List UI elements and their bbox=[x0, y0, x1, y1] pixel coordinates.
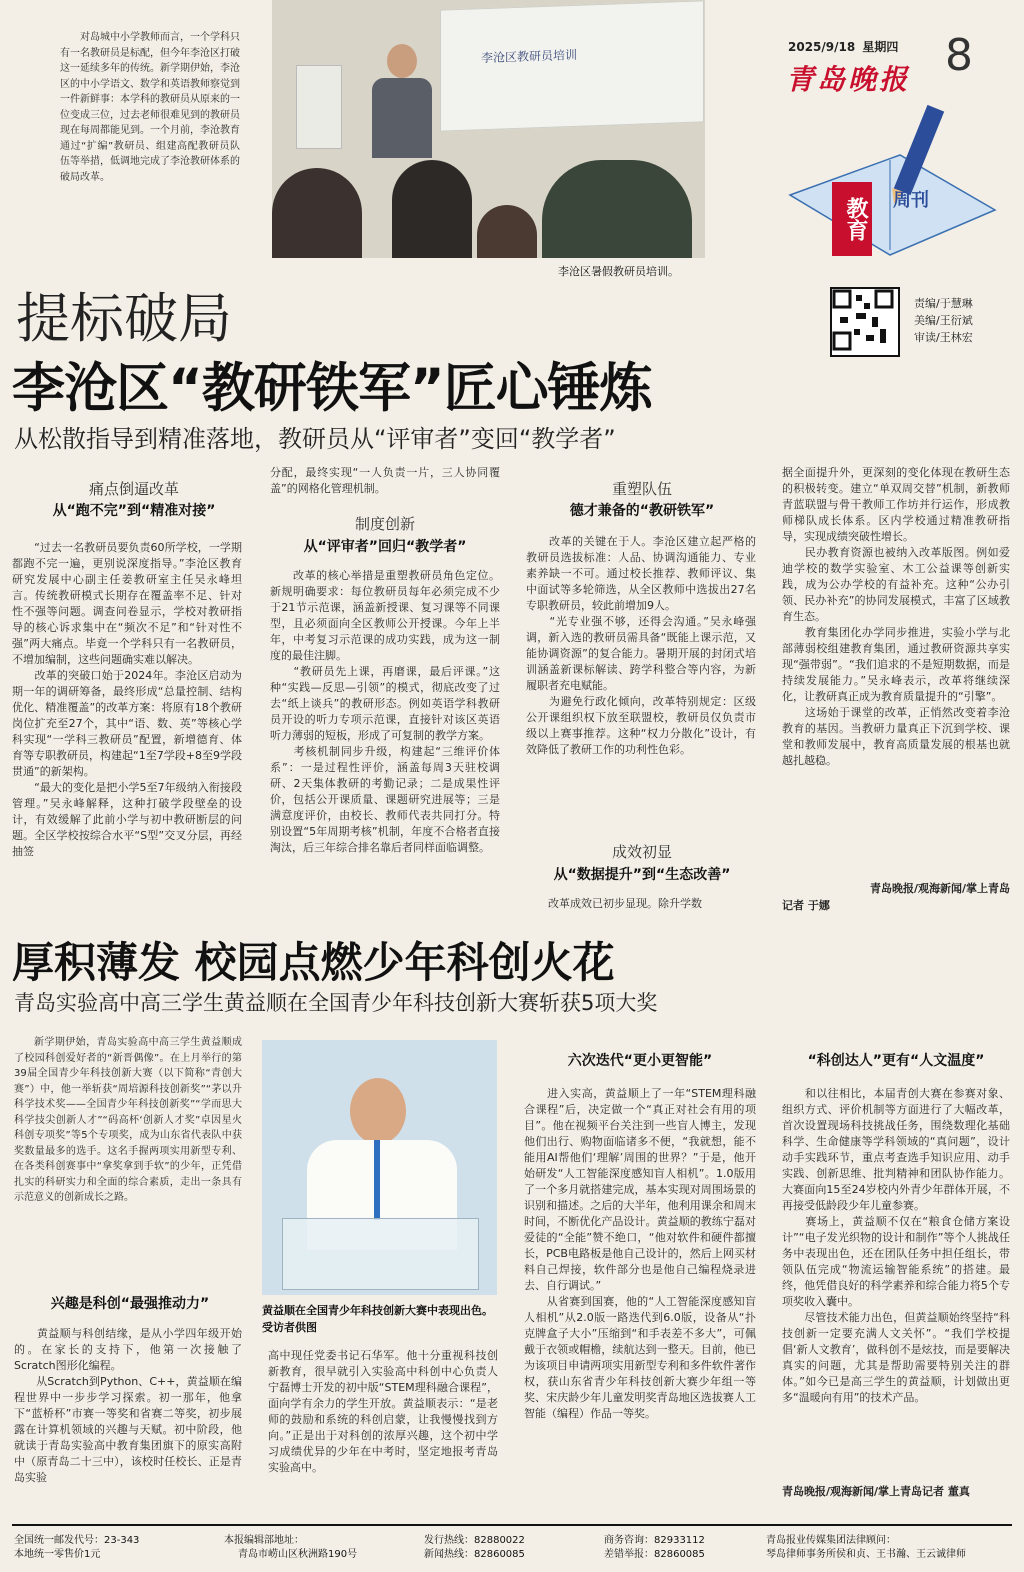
student-photo-caption: 黄益顺在全国青少年科技创新大赛中表现出色。受访者供图 bbox=[262, 1304, 493, 1334]
second-credit: 青岛晚报/观海新闻/掌上青岛记者 董真 bbox=[782, 1485, 970, 1498]
footer-line: 琴岛律师事务所侯和贞、王书瀚、王云诚律师 bbox=[766, 1549, 966, 1560]
audience-3 bbox=[477, 205, 537, 258]
col3-subhead-2: 从“数据提升”到“生态改善” bbox=[553, 867, 731, 883]
footer-line: 本地统一零售价1元 bbox=[14, 1549, 101, 1560]
audience-1 bbox=[272, 168, 362, 258]
acrylic-box bbox=[282, 1218, 479, 1290]
audience-4 bbox=[542, 160, 692, 258]
footer-business bbox=[604, 1534, 764, 1562]
second-col3-subhead: 六次迭代“更小更智能” bbox=[567, 1053, 713, 1069]
student-photo bbox=[262, 1040, 497, 1295]
credit-reporter: 记者 于娜 bbox=[782, 899, 830, 912]
audience-2 bbox=[392, 160, 472, 258]
footer-line: 差错举报：82860085 bbox=[604, 1549, 705, 1560]
col4-credit bbox=[782, 880, 1010, 914]
footer-line: 商务咨询：82933112 bbox=[604, 1535, 705, 1546]
lanyard bbox=[374, 1140, 380, 1220]
col1-subhead: 从“跑不完”到“精准对接” bbox=[52, 503, 216, 519]
pencil-book-icon bbox=[780, 100, 1005, 260]
weekday-value: 星期四 bbox=[862, 40, 899, 54]
footer-address bbox=[224, 1534, 424, 1562]
section-graphic bbox=[780, 100, 1005, 260]
footer-line: 本报编辑部地址： bbox=[224, 1535, 304, 1546]
second-lede: 新学期伊始，青岛实验高中高三学生黄益顺成了校园科创爱好者的“新晋偶像”。在上月举行的第39届全国青少年科技创新大赛（以下简称“青创大赛”）中，他一举斩获“周培源科技创新奖”“茅以升科学技术奖——全国青少年科技创新奖”“学而思大科学技尖创新人才”“码高杯‘创新人才奖”卓因星火科创专项奖”等5个专项奖，成为山东省代表队中获奖数量最多的选手。这名手握两项实用新型专利、在各类科创赛事中“拿奖拿到手软”的少年，正凭借扎实的科研实力和全面的综合素质，走出一条具有示范意义的创新成长之路。 bbox=[14, 1037, 242, 1203]
second-subheadline: 青岛实验高中高三学生黄益顺在全国青少年科技创新大赛斩获5项大奖 bbox=[14, 991, 658, 1015]
col2-subhead: 从“评审者”回归“教学者” bbox=[303, 539, 467, 555]
editor-credits bbox=[914, 295, 973, 346]
col2-category: 制度创新 bbox=[354, 515, 415, 533]
footer-hotlines bbox=[424, 1534, 604, 1562]
col4-body: 据全面提升外，更深刻的变化体现在教研生态的积极转变。建立“单双周交替”机制，新教师青蓝联盟与骨干教师工作坊并行运作，形成教师梯队成长体系。区内学校通过精准教研指导，实现成绩突破性增长。 民办教育资源也被纳入改革版图。例如爱迪学校的数学实验室、木工公益课等创新实践，成为公办学校的有益补充。这种“公办引领、民办补充”的协同发展模式，丰富了区域教育生态。 教育集团化办学同步推进，实验小学与北部薄弱校组建教育集团，通过教研资源共享实现“强带弱”。“我们追求的不是短期数据，而是持续发展能力。”吴永峰表示，改革将继续深化，让教研真正成为教育质量提升的“引擎”。 这场始于课堂的改革，正悄然改变着李沧教育的基因。当教研力量真正下沉到学校、课堂和教师发展中，教育高质量发展的根基也就越扎越稳。 bbox=[782, 466, 1010, 767]
footer-line: 青岛市崂山区秋洲路190号 bbox=[238, 1549, 358, 1560]
col3-subhead: 德才兼备的“教研铁军” bbox=[569, 503, 715, 519]
section-badge: 教育 bbox=[832, 182, 872, 256]
paper-name-logo: 青岛晚报 bbox=[786, 63, 911, 96]
footer-line: 全国统一邮发代号：23-343 bbox=[14, 1535, 140, 1546]
editor-line: 责编/于慧琳 bbox=[914, 297, 973, 310]
footer-line: 青岛报业传媒集团法律顾问： bbox=[766, 1535, 896, 1546]
issue-date bbox=[788, 38, 898, 55]
date-value: 2025/9/18 bbox=[788, 40, 856, 54]
training-photo-caption: 李沧区暑假教研员培训。 bbox=[558, 265, 679, 278]
editor-line: 美编/王衍斌 bbox=[914, 314, 973, 327]
main-headline: 李沧区“教研铁军”匠心锤炼 bbox=[12, 358, 652, 419]
footer-bar bbox=[14, 1534, 1014, 1568]
kicker: 提标破局 bbox=[16, 287, 232, 350]
qr-pattern bbox=[832, 289, 894, 351]
footer-postal bbox=[14, 1534, 214, 1562]
air-conditioner bbox=[296, 65, 342, 149]
screen-text: 李沧区教研员培训 bbox=[481, 47, 578, 66]
sub-headline: 从松散指导到精准落地，教研员从“评审者”变回“教学者” bbox=[14, 425, 616, 453]
col2-intro: 分配，最终实现“一人负责一片，三人协同覆盖”的网格化管理机制。 bbox=[270, 466, 500, 495]
footer-rule bbox=[12, 1524, 1012, 1526]
col3-category: 重塑队伍 bbox=[611, 480, 672, 498]
page-number: 8 bbox=[945, 30, 973, 81]
second-col4-body: 和以往相比，本届青创大赛在参赛对象、组织方式、评价机制等方面进行了大幅改革，首次设置现场科技挑战任务，围绕数理化基础科学、生命健康等学科领域的“真问题”，设计动手实践环节，重点考查选手知识应用、动手实践、创新思维、批判精神和团队协作能力。大赛面向15至24岁校内外青少年群体开展，不再接受低龄段少年儿童参赛。 赛场上，黄益顺不仅在“粮食仓储方案设计”“电子发光织物的设计和制作”等个人挑战任务中表现出色，还在团队任务中担任组长，带领队伍完成“物流运输智能系统”的搭建。最终，他凭借良好的科学素养和综合能力将5个专项奖收入囊中。 尽管技术能力出色，但黄益顺始终坚持“科技创新一定要充满人文关怀”。“我们学校提倡‘新人文教育’，做科创不是炫技，而是要解决真实的问题，尤其是帮助需要特别关注的群体。”如今已是高三学生的黄益顺，计划做出更多“温暖向有用”的技术产品。 bbox=[782, 1087, 1010, 1404]
second-headline: 厚积薄发 校园点燃少年科创火花 bbox=[12, 938, 615, 987]
second-col1-body: 黄益顺与科创结缘，是从小学四年级开始的。在家长的支持下，他第一次接触了Scratch图形化编程。 从Scratch到Python、C++，黄益顺在编程世界中一步步学习探索。初一那年，他拿下“蓝桥杯”市赛一等奖和省赛二等奖，初步展露在计算机领域的兴趣与天赋。初中阶段，他就读于青岛实验高中教育集团旗下的原实高附中（原青岛二十三中），该校时任校长、正是青岛实验 bbox=[14, 1327, 242, 1484]
footer-legal bbox=[766, 1534, 1016, 1562]
second-col1-subhead: 兴趣是科创“最强推动力” bbox=[50, 1296, 210, 1312]
credit-outlet: 青岛晚报/观海新闻/掌上青岛 bbox=[869, 882, 1010, 895]
col3-body: 改革的关键在于人。李沧区建立起严格的教研员选拔标准：人品、协调沟通能力、专业素养缺一不可。通过校长推荐、教师评议、集中面试等多轮筛选，从全区教师中选拔出27名专职教研员，较此前增加9人。 “光专业强不够，还得会沟通。”吴永峰强调，新入选的教研员需具备“既能上课示范，又能协调资源”的复合能力。暑期开展的封闭式培训涵盖新课标解读、跨学科整合等内容，为新履职者充电赋能。 为避免行政化倾向，改革特别规定：区级公开课组织权下放至联盟校，教研员仅负责市级以上赛事推荐。这种“权力分散化”设计，有效降低了教研工作的功利性色彩。 bbox=[526, 535, 756, 756]
qr-code-icon[interactable] bbox=[830, 287, 900, 357]
footer-line: 新闻热线：82860085 bbox=[424, 1549, 525, 1560]
second-col2-body: 高中现任党委书记石华军。他十分重视科技创新教育，很早就引入实验高中科创中心负责人宁磊博士开发的初中版“STEM理科融合课程”，面向学有余力的学生开放。黄益顺表示：“是老师的鼓励和系统的科创启蒙，让我慢慢找到方向。”正是出于对科创的浓厚兴趣，这个初中学习成绩优异的少年在中考时，坚定地报考青岛实验高中。 bbox=[268, 1349, 498, 1474]
col1-body: “过去一名教研员要负责60所学校，一学期都跑不完一遍，更别说深度指导。”李沧区教育研究发展中心副主任姜教研室主任吴永峰坦言。传统教研模式长期存在覆盖率不足、针对性不强等问题。调查问卷显示，学校对教研指导的核心诉求集中在“频次不足”和“针对性不强”两大痛点。毕竟一个学科只有一名教研员，不增加编制，这些问题确实难以解决。 改革的突破口始于2024年。李沧区启动为期一年的调研筹备，最终形成“总量控制、结构优化、精准覆盖”的改革方案：将原有18个教研岗位扩充至27个，其中“语、数、英”等核心学科实现“一学科三教研员”配置，新增德育、体育等专职教研员，构建起“1至7学段+8至9学段贯通”的新架构。 “最大的变化是把小学5至7年级纳入衔接段管理。”吴永峰解释，这种打破学段壁垒的设计，有效缓解了此前小学与初中教研断层的问题。全区学校按综合水平“S型”交叉分层，再经抽签 bbox=[12, 541, 242, 858]
col2-body: 改革的核心举措是重塑教研员角色定位。新规明确要求：每位教研员每年必须完成不少于21节示范课，涵盖新授课、复习课等不同课型，且必须面向全区教师公开授课。今年上半年，中考复习示范课的成功实践，成为这一制度的最佳注脚。 “教研员先上课，再磨课，最后评课。”这种“实践—反思—引领”的模式，彻底改变了过去“纸上谈兵”的教研形态。例如英语学科教研员开设的听力专项示范课，直接针对该区英语听力薄弱的短板，形成了可复制的教学方案。 考核机制同步升级，构建起“三维评价体系”：一是过程性评价，涵盖每周3天驻校调研、2天集体教研的考勤记录；二是成果性评价，包括公开课质量、课题研究进展等；三是满意度评价，由校长、教师代表共同打分。特别设置“5年周期考核”机制，年度不合格者直接淘汰，后三年综合排名靠后者同样面临调整。 bbox=[270, 569, 500, 854]
top-lede: 对岛城中小学教师而言，一个学科只有一名教研员是标配，但今年李沧区打破这一延续多年的传统。新学期伊始，李沧区的中小学语文、数学和英语教师察觉到一件新鲜事：本学科的教研员从原来的一位变成三位，过去老师很难见到的教研员现在每周都能见到。一个月前，李沧教育通过“扩编”教研员、组建高配教研员队伍等举措，低调地完成了李沧教研体系的破局改革。 bbox=[60, 32, 240, 183]
second-col3-body: 进入实高，黄益顺上了一年“STEM理科融合课程”后，决定做一个“真正对社会有用的项目”。他在视频平台关注到一些盲人博主，发现他们出行、购物面临诸多不便，“我就想，能不能用AI帮他们‘理解’周围的世界？”于是，他开始研发“人工智能深度感知盲人相机”。1.0版用了一个多月就搭建完成，基本实现对周围场景的识别和描述。之后的大半年，他利用课余和周末时间，不断优化产品设计。黄益顺的教练宁磊对爱徒的“全能”赞不绝口，“他对软件和硬件都擅长，PCB电路板是他自己设计的，然后上网买材料自己焊接，软件部分也是他自己编程烧录进去、自行调试。” 从省赛到国赛，他的“人工智能深度感知盲人相机”从2.0版一路迭代到6.0版，设备从“扑克牌盒子大小”压缩到“和手表差不多大”，可佩戴于衣领或帽檐，续航达到一整天。目前，他已为该项目申请两项实用新型专利和多件软件著作权，获山东省青少年科技创新大赛少年组一等奖、宋庆龄少年儿童发明奖青岛地区选拔赛人工智能（编程）作品一等奖。 bbox=[524, 1087, 756, 1420]
col1-category: 痛点倒逼改革 bbox=[88, 480, 179, 498]
second-col4-subhead: “科创达人”更有“人文温度” bbox=[807, 1053, 985, 1069]
col3-category-2: 成效初显 bbox=[611, 843, 672, 861]
footer-line: 发行热线：82880022 bbox=[424, 1535, 525, 1546]
student-head bbox=[350, 1078, 406, 1144]
section-weekly: 周刊 bbox=[893, 190, 929, 211]
training-photo bbox=[272, 0, 705, 258]
projector-screen bbox=[440, 0, 704, 131]
editor-line: 审读/王林宏 bbox=[914, 331, 973, 344]
col3-tail: 改革成效已初步显现。除升学数 bbox=[526, 897, 702, 910]
